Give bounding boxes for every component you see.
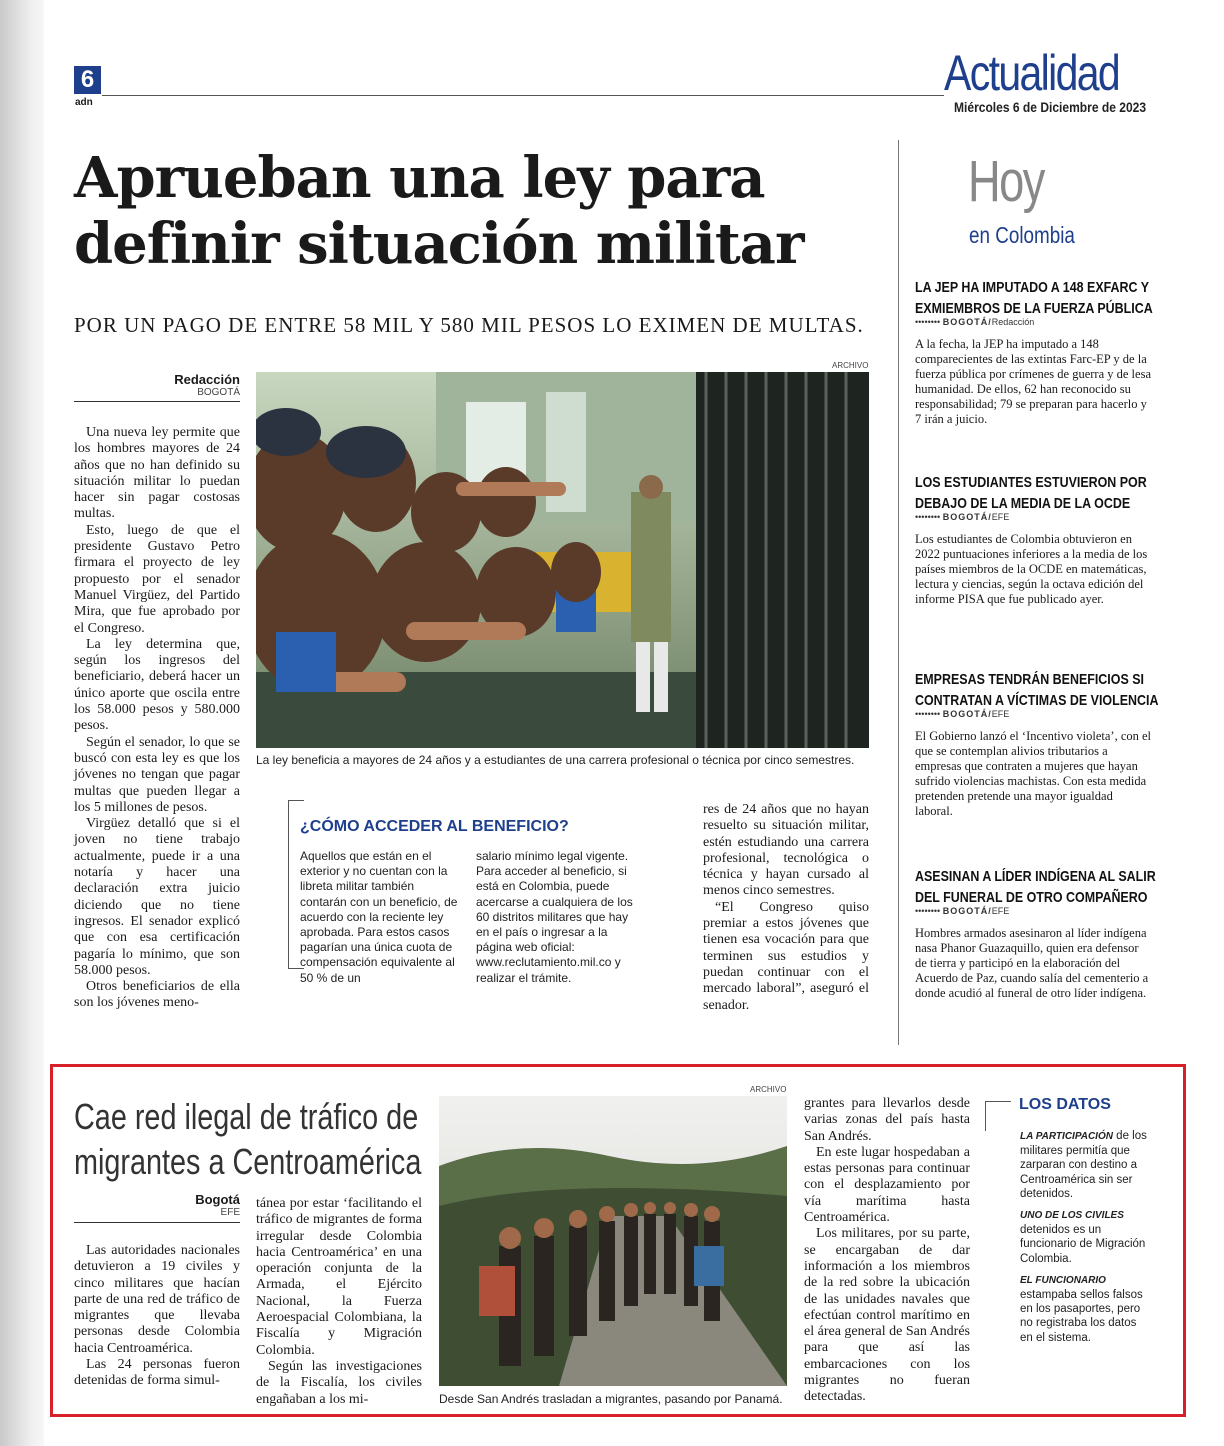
photo-credit: ARCHIVO bbox=[832, 361, 869, 370]
byline-city: BOGOTÁ bbox=[197, 387, 240, 398]
issue-date: Miércoles 6 de Diciembre de 2023 bbox=[954, 99, 1147, 115]
paragraph: Otros beneficiarios de ella son los jóvenes meno- bbox=[74, 979, 240, 1011]
migrants-photo bbox=[439, 1096, 787, 1386]
dateline-source: Redacción bbox=[991, 317, 1035, 327]
sidebar-item-headline: LOS ESTUDIANTES ESTUVIERON POR DEBAJO DE LA MEDIA DE LA OCDE bbox=[915, 474, 1147, 512]
box-top-tick bbox=[288, 800, 304, 801]
box-text-col2: salario mínimo legal vigente. Para acceder al beneficio, si está en Colombia, puede acercarse a cualquiera de los 60 distritos militares que hay en el país o ingresar a la página web oficial: www.reclutamiento.mil.co y realizar el trámite. bbox=[476, 849, 633, 985]
book-spine-shadow bbox=[0, 0, 44, 1446]
sidebar-item-body: El Gobierno lanzó el ‘Incentivo violeta’, con el que se contemplan alivios tributarios a empresas que contraten a mujeres que hayan sufrido violencias machistas. Con esta medida pretenden pretende una mayor igualdad laboral. bbox=[915, 729, 1152, 819]
datos-tick bbox=[985, 1101, 1011, 1102]
crowd-at-gate-image bbox=[256, 372, 869, 748]
photo-credit: ARCHIVO bbox=[750, 1085, 787, 1094]
dateline-city: BOGOTÁ/ bbox=[942, 317, 992, 327]
sidebar-title: Hoy bbox=[968, 149, 1044, 214]
sidebar-item-dateline: •••••••• BOGOTÁ/Redacción bbox=[915, 317, 1035, 327]
headline-line-2: definir situación militar bbox=[74, 211, 804, 277]
datos-title: LOS DATOS bbox=[1019, 1096, 1111, 1113]
datos-label: UNO DE LOS CIVILES bbox=[1020, 1210, 1124, 1222]
paragraph: Esto, luego de que el presidente Gustavo Petro firmara el proyecto de ley propuesto por el senador Manuel Virgüez, del Partido Mira, que fue aprobado por el Congreso. bbox=[74, 522, 240, 636]
box-left-rule bbox=[288, 800, 289, 968]
dateline-city: BOGOTÁ/ bbox=[942, 709, 992, 719]
paragraph: Las 24 personas fueron detenidas de forma simul- bbox=[74, 1357, 240, 1389]
byline-name: Bogotá bbox=[195, 1192, 240, 1207]
paragraph: La ley determina que, según los ingresos del beneficiario, deberá hacer un único aporte que oscila entre los 58.000 pesos y 580.000 pesos. bbox=[74, 636, 240, 734]
sidebar-item-body: A la fecha, la JEP ha imputado a 148 comparecientes de las extintas Farc-EP y de la fuerza pública por crímenes de guerra y de lesa humanidad. De ellos, 62 han reconocido su responsabilidad; 79 se preparan para hacerlo y 7 irán a juicio. bbox=[915, 337, 1151, 427]
migrants-photo-caption: Desde San Andrés trasladan a migrantes, pasando por Panamá. bbox=[439, 1392, 783, 1406]
main-article-col3 bbox=[703, 802, 869, 1014]
byline-rule bbox=[74, 1222, 240, 1223]
box-text-col1: Aquellos que están en el exterior y no cuentan con la libreta militar también contarán con un beneficio, de acuerdo con la reciente ley aprobada. Para estos casos pagarían una única cuota de compensación equivalente al 50 % de un bbox=[300, 849, 458, 985]
newspaper-page bbox=[44, 0, 1224, 1446]
second-article-col3 bbox=[804, 1096, 970, 1406]
datos-item bbox=[1020, 1209, 1150, 1266]
paragraph: Según el senador, lo que se buscó con esta ley es que los jóvenes no tengan que pagar multas que pueden llegar a los 5 millones de pesos. bbox=[74, 734, 240, 815]
datos-item bbox=[1020, 1129, 1150, 1201]
datos-label: EL FUNCIONARIO bbox=[1020, 1274, 1106, 1286]
main-photo-caption: La ley beneficia a mayores de 24 años y a estudiantes de una carrera profesional o técnica por cinco semestres. bbox=[256, 753, 855, 767]
brand-logo: adn bbox=[75, 97, 93, 108]
datos-rule bbox=[985, 1101, 986, 1131]
header-rule bbox=[102, 95, 944, 96]
box-title: ¿CÓMO ACCEDER AL BENEFICIO? bbox=[300, 818, 569, 835]
paragraph: tánea por estar ‘facilitando el tráfico de migrantes de forma irregular desde Colombia hacia Centroamérica’ en una operación conjunta de la Armada, el Ejército Nacional, la Fuerza Aeroespacial Colombiana, la Fiscalía y Migración Colombia. bbox=[256, 1196, 422, 1358]
sidebar-item-headline: EMPRESAS TENDRÁN BENEFICIOS SI CONTRATAN A VÍCTIMAS DE VIOLENCIA bbox=[915, 671, 1159, 709]
sidebar-item bbox=[915, 472, 1215, 607]
migrants-line-image bbox=[439, 1096, 787, 1386]
sidebar-item-headline: ASESINAN A LÍDER INDÍGENA AL SALIR DEL FUNERAL DE OTRO COMPAÑERO bbox=[915, 868, 1156, 906]
dateline-source: EFE bbox=[991, 906, 1010, 916]
paragraph: En este lugar hospedaban a estas personas para continuar con el desplazamiento por vía marítima hasta Centroamérica. bbox=[804, 1144, 970, 1226]
paragraph: Virgüez detalló que si el joven no tiene trabajo actualmente, puede ir a una notaría y hacer una declaración extra juicio diciendo que no tiene ingresos. El senador explicó que con esa certificación pagaría lo mínimo, que son 58.000 pesos. bbox=[74, 816, 240, 978]
second-article-col2 bbox=[256, 1196, 422, 1408]
paragraph: Los militares, por su parte, se encargaban de dar información a los miembros de la red sobre la ubicación de las unidades navales que efectúan control marítimo en el área general de San Andrés para que así las embarcaciones con los migrantes no fueran detectadas. bbox=[804, 1226, 970, 1405]
sidebar-item bbox=[915, 277, 1215, 428]
paragraph: Una nueva ley permite que los hombres mayores de 24 años que no han definido su situación militar lo puedan hacer sin pagar costosas multas. bbox=[74, 425, 240, 522]
second-article-col1 bbox=[74, 1243, 240, 1390]
sidebar-item-body: Los estudiantes de Colombia obtuvieron en 2022 puntuaciones inferiores a la media de los países miembros de la OCDE en matemáticas, lectura y ciencias, según la octava edición del informe PISA que fue publicado ayer. bbox=[915, 532, 1148, 607]
dateline-city: BOGOTÁ/ bbox=[942, 906, 992, 916]
sidebar-subtitle: en Colombia bbox=[969, 222, 1075, 248]
dateline-city: BOGOTÁ/ bbox=[942, 512, 992, 522]
datos-label: LA PARTICIPACIÓN bbox=[1020, 1131, 1113, 1142]
sidebar-item-dateline: •••••••• BOGOTÁ/EFE bbox=[915, 512, 1010, 522]
datos-item bbox=[1020, 1274, 1150, 1345]
main-kicker: POR UN PAGO DE ENTRE 58 MIL Y 580 MIL PESOS LO EXIMEN DE MULTAS. bbox=[74, 313, 864, 337]
page-number: 6 bbox=[74, 66, 101, 94]
headline-line-2: migrantes a Centroamérica bbox=[74, 1141, 422, 1182]
main-photo bbox=[256, 372, 869, 748]
paragraph: grantes para llevarlos desde varias zonas del país hasta San Andrés. bbox=[804, 1096, 970, 1144]
headline-line-1: Cae red ilegal de tráfico de bbox=[74, 1096, 419, 1137]
paragraph: “El Congreso quiso premiar a estos jóvenes que tienen esa vocación para que terminen sus estudios y puedan continuar con el mercado laboral”, aseguró el senador. bbox=[703, 899, 869, 1013]
datos-text: estampaba sellos falsos en los pasaportes, pero no registraba los datos en el sistema. bbox=[1020, 1289, 1143, 1344]
dateline-source: EFE bbox=[991, 709, 1010, 719]
byline-name: Redacción bbox=[174, 372, 240, 387]
byline-rule bbox=[74, 401, 240, 402]
sidebar-divider bbox=[898, 140, 899, 1045]
second-byline bbox=[74, 1192, 240, 1218]
paragraph: res de 24 años que no hayan resuelto su situación militar, estén estudiando una carrera profesional, tecnológica o técnica y hayan cursado al menos cinco semestres. bbox=[703, 802, 869, 899]
datos-text: detenidos es un funcionario de Migración Colombia. bbox=[1020, 1224, 1146, 1265]
headline-line-1: Aprueban una ley para bbox=[74, 145, 765, 211]
sidebar-item-dateline: •••••••• BOGOTÁ/EFE bbox=[915, 709, 1010, 719]
sidebar-item-headline: LA JEP HA IMPUTADO A 148 EXFARC Y EXMIEMBROS DE LA FUERZA PÚBLICA bbox=[915, 279, 1153, 317]
sidebar-item-dateline: •••••••• BOGOTÁ/EFE bbox=[915, 906, 1010, 916]
paragraph: Las autoridades nacionales detuvieron a 19 civiles y cinco militares que hacían parte de una red de tráfico de migrantes que llevaba personas desde Colombia hacia Centroamérica. bbox=[74, 1243, 240, 1356]
datos-text: de los militares permitía que zarparan con destino a Centroamérica sin ser detenidos. bbox=[1020, 1130, 1147, 1200]
main-headline bbox=[74, 145, 894, 277]
sidebar-item bbox=[915, 669, 1215, 820]
dateline-source: EFE bbox=[991, 512, 1010, 522]
second-headline bbox=[74, 1094, 421, 1184]
main-byline bbox=[74, 372, 240, 398]
datos-list bbox=[1020, 1129, 1150, 1345]
main-article-col1 bbox=[74, 425, 240, 1012]
byline-source: EFE bbox=[220, 1207, 240, 1218]
section-title: Actualidad bbox=[944, 45, 1120, 101]
sidebar-item-body: Hombres armados asesinaron al líder indígena nasa Phanor Guazaquillo, quien era defensor de tierra y participó en la elaboración del Acuerdo de Paz, cuando salía del cementerio a donde acudió al funeral de otro líder indígena. bbox=[915, 926, 1149, 1001]
paragraph: Según las investigaciones de la Fiscalía, los civiles engañaban a los mi- bbox=[256, 1358, 422, 1407]
sidebar-item bbox=[915, 866, 1215, 1001]
